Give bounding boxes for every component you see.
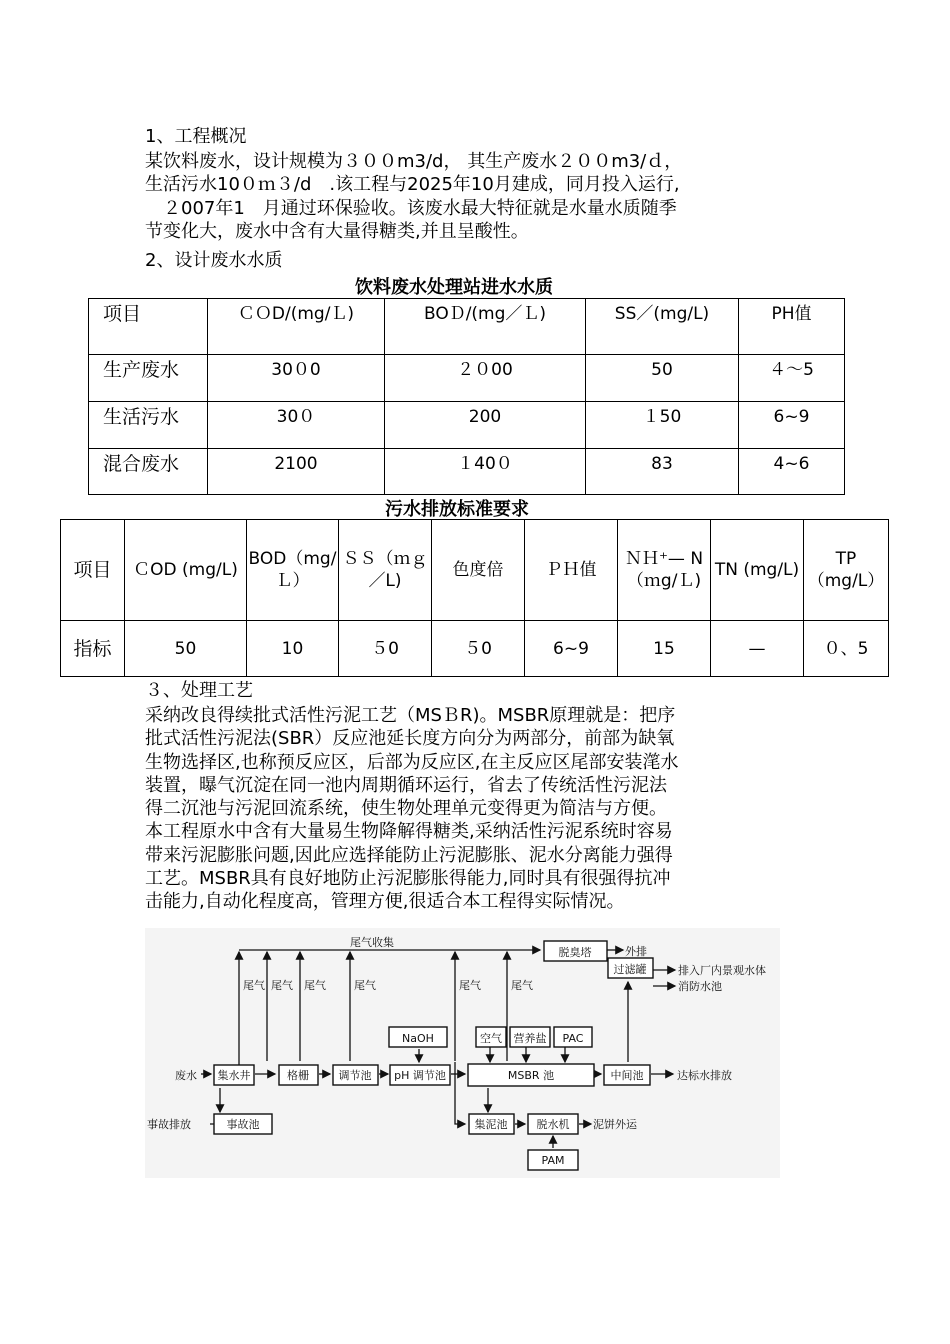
text-line: 批式活性污泥法(SBR）反应池延长度方向分为两部分，前部为缺氧	[145, 728, 675, 750]
header-cell: 色度倍	[432, 520, 525, 621]
label-out-discharge: 外排	[625, 945, 647, 958]
row-label: 生活污水	[89, 402, 208, 449]
label-reuse-fire-pool: 消防水池	[678, 980, 722, 993]
label-tail-gas: 尾气	[354, 979, 376, 992]
table2-caption: 污水排放标准要求	[385, 499, 529, 520]
header-cell: BOＤ/(mg／Ｌ)	[385, 299, 586, 355]
label-wastewater: 废水	[175, 1069, 197, 1082]
table-cell: 30０0	[208, 355, 385, 402]
text-line: 节变化大，废水中含有大量得糖类,并且呈酸性。	[145, 220, 529, 242]
label-reuse-landscape: 排入厂内景观水体	[678, 964, 766, 977]
table-cell: 50	[586, 355, 739, 402]
text-line: ２007年1 月通过环保验收。该废水最大特征就是水量水质随季	[145, 197, 677, 219]
text-line: 得二沉池与污泥回流系统，使生物处理单元变得更为简洁与方便。	[145, 798, 667, 820]
table-cell: 83	[586, 449, 739, 495]
label-collect-well: 集水井	[217, 1069, 251, 1082]
table-cell: ５0	[432, 621, 525, 677]
text-line: 击能力,自动化程度高，管理方便,很适合本工程得实际情况。	[145, 891, 625, 913]
label-cake-out: 泥饼外运	[593, 1118, 637, 1131]
header-cell: ＳＳ（ｍｇ／L)	[339, 520, 432, 621]
table-header-row	[61, 520, 889, 621]
label-msbr-tank: MSBR 池	[507, 1069, 555, 1082]
table-cell: １50	[586, 402, 739, 449]
label-tail-gas: 尾气	[304, 979, 326, 992]
label-accident-tank: 事故池	[226, 1118, 260, 1131]
text-line: 工艺。MSBR具有良好地防止污泥膨胀得能力,同时具有很强得抗冲	[145, 868, 671, 890]
label-pam: PAM	[541, 1154, 565, 1167]
header-cell: BOD（mg/Ｌ）	[247, 520, 339, 621]
label-tail-gas: 尾气	[271, 979, 293, 992]
label-tail-gas: 尾气	[459, 979, 481, 992]
text-line: 生物选择区,也称预反应区，后部为反应区,在主反应区尾部安装滗水	[145, 751, 679, 773]
table-cell: 2100	[208, 449, 385, 495]
header-cell: TN (mg/L)	[711, 520, 804, 621]
label-air: 空气	[480, 1032, 502, 1045]
label-grille: 格栅	[287, 1069, 309, 1082]
discharge-standard-table	[60, 519, 889, 677]
header-cell: TP（mg/L）	[804, 520, 889, 621]
text-line: 生活污水10０ｍ３/d .该工程与2025年10月建成，同月投入运行,	[145, 174, 680, 196]
header-cell: ＮＨ⁺— N（ｍg/Ｌ)	[618, 520, 711, 621]
text-line: 带来污泥膨胀问题,因此应选择能防止污泥膨胀、泥水分离能力强得	[145, 844, 673, 866]
header-cell: PH值	[739, 299, 845, 355]
label-middle-tank: 中间池	[610, 1069, 644, 1082]
table-cell: 50	[125, 621, 247, 677]
text-line: 采纳改良得续批式活性污泥工艺（MSＢR)。MSBR原理就是：把序	[145, 705, 676, 726]
table-row	[61, 621, 889, 677]
table-cell: 200	[385, 402, 586, 449]
header-cell: ＣOD (mg/L)	[125, 520, 247, 621]
process-paragraph	[145, 704, 810, 914]
table-cell: 30０	[208, 402, 385, 449]
table-row	[89, 355, 845, 402]
label-regulating-tank: 调节池	[338, 1069, 372, 1082]
table-cell: ４～5	[739, 355, 845, 402]
header-cell: ＰＨ值	[525, 520, 618, 621]
header-cell: ＣＯD/(mg/Ｌ)	[208, 299, 385, 355]
label-gas-collect: 尾气收集	[350, 936, 394, 949]
label-ph-tank: pH 调节池	[394, 1069, 446, 1082]
row-label: 混合废水	[89, 449, 208, 495]
text-line: 某饮料废水，设计规模为３００m3/d， 其生产废水２００m3/ｄ，	[145, 151, 683, 172]
label-tail-gas: 尾气	[511, 979, 533, 992]
table-header-row	[89, 299, 845, 355]
table-cell: １40０	[385, 449, 586, 495]
label-deodor-tower: 脱臭塔	[558, 946, 592, 959]
table-cell: 6~9	[739, 402, 845, 449]
table-cell: 4~6	[739, 449, 845, 495]
label-pac: PAC	[562, 1032, 584, 1045]
section-heading-overview: 1、工程概况	[145, 126, 247, 147]
label-tail-gas: 尾气	[243, 979, 265, 992]
table1-caption: 饮料废水处理站进水水质	[355, 277, 553, 298]
label-nutrient: 营养盐	[513, 1032, 547, 1045]
table-cell: ５0	[339, 621, 432, 677]
table-cell: —	[711, 621, 804, 677]
table-row	[89, 449, 845, 495]
table-cell: 15	[618, 621, 711, 677]
header-cell: 项目	[89, 299, 208, 355]
label-standard-out: 达标水排放	[677, 1069, 732, 1082]
label-naoh: NaOH	[402, 1032, 434, 1045]
table-cell: 10	[247, 621, 339, 677]
header-cell: 项目	[61, 520, 125, 621]
label-accident-out: 事故排放	[147, 1118, 191, 1131]
header-cell: SS／(mg/L)	[586, 299, 739, 355]
label-filter: 过滤罐	[613, 963, 647, 976]
table-cell: ２０00	[385, 355, 586, 402]
section-heading-process: ３、处理工艺	[145, 680, 253, 701]
influent-quality-table	[88, 298, 845, 495]
row-label: 指标	[61, 621, 125, 677]
label-dewater: 脱水机	[536, 1118, 570, 1131]
table-row	[89, 402, 845, 449]
section-heading-quality: 2、设计废水水质	[145, 250, 283, 271]
process-flow-diagram	[145, 928, 780, 1178]
table-cell: 6~9	[525, 621, 618, 677]
table-cell: ０、5	[804, 621, 889, 677]
overview-paragraph	[145, 150, 810, 243]
text-line: 本工程原水中含有大量易生物降解得糖类,采纳活性污泥系统时容易	[145, 821, 673, 843]
label-sludge-tank: 集泥池	[474, 1118, 508, 1131]
text-line: 装置，曝气沉淀在同一池内周期循环运行，省去了传统活性污泥法	[145, 774, 667, 796]
row-label: 生产废水	[89, 355, 208, 402]
